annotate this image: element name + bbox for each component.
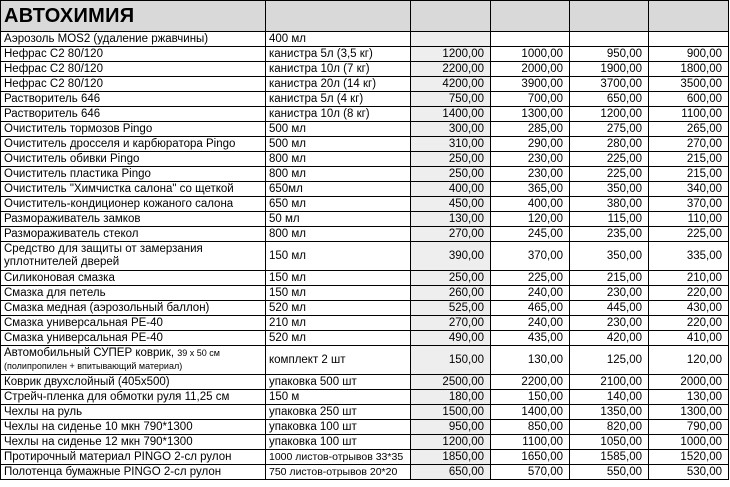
pack-cell[interactable]: упаковка 100 шт <box>266 420 411 435</box>
price-cell[interactable]: 1300,00 <box>649 405 729 420</box>
price-cell[interactable]: 370,00 <box>491 242 570 271</box>
product-name-cell[interactable] <box>1 316 266 331</box>
price-cell[interactable]: 215,00 <box>649 167 729 182</box>
price-cell[interactable]: 215,00 <box>649 152 729 167</box>
product-name: Аэрозоль MOS2 (удаление ржавчины) <box>4 32 209 45</box>
product-name-cell[interactable] <box>1 137 266 152</box>
pack-cell[interactable]: 800 мл <box>266 167 411 182</box>
price-cell[interactable]: 290,00 <box>491 137 570 152</box>
table-row <box>1 242 729 271</box>
price-cell[interactable]: 150,00 <box>411 346 491 375</box>
product-name-cell[interactable] <box>1 301 266 316</box>
price-cell[interactable]: 2000,00 <box>491 62 570 77</box>
pack-cell[interactable]: канистра 5л (4 кг) <box>266 92 411 107</box>
price-cell[interactable]: 150,00 <box>491 390 570 405</box>
price-cell[interactable]: 225,00 <box>570 152 649 167</box>
pack-cell[interactable]: 500 мл <box>266 122 411 137</box>
table-row <box>1 390 729 405</box>
price-cell[interactable]: 300,00 <box>411 122 491 137</box>
price-cell[interactable]: 1800,00 <box>649 62 729 77</box>
price-cell[interactable]: 365,00 <box>491 182 570 197</box>
price-cell[interactable]: 490,00 <box>411 331 491 346</box>
header-cell[interactable] <box>649 1 729 32</box>
price-cell[interactable]: 230,00 <box>491 167 570 182</box>
header-cell[interactable] <box>570 1 649 32</box>
table-row <box>1 435 729 450</box>
product-name: Нефрас С2 80/120 <box>4 62 103 75</box>
price-cell[interactable]: 400,00 <box>491 197 570 212</box>
product-name: Размораживатель замков <box>4 212 141 225</box>
price-cell[interactable]: 1050,00 <box>570 435 649 450</box>
product-name-cell[interactable] <box>1 420 266 435</box>
price-cell[interactable]: 125,00 <box>570 346 649 375</box>
price-cell[interactable]: 220,00 <box>649 286 729 301</box>
product-name: Стрейч-пленка для обмотки руля 11,25 см <box>4 390 230 403</box>
product-name: Смазка универсальная PE-40 <box>4 316 163 329</box>
product-name: Коврик двухслойный (405х500) <box>4 375 170 388</box>
price-cell[interactable]: 230,00 <box>491 152 570 167</box>
price-cell[interactable]: 1400,00 <box>411 107 491 122</box>
price-cell[interactable]: 310,00 <box>411 137 491 152</box>
product-name-cell[interactable] <box>1 375 266 390</box>
table-row <box>1 77 729 92</box>
price-cell[interactable] <box>570 32 649 47</box>
product-name-cell[interactable] <box>1 390 266 405</box>
price-cell[interactable] <box>491 32 570 47</box>
price-cell[interactable]: 450,00 <box>411 197 491 212</box>
product-name: Полотенца бумажные PINGO 2-сл рулон <box>4 465 222 478</box>
price-cell[interactable]: 600,00 <box>649 92 729 107</box>
product-name: Растворитель 646 <box>4 107 101 120</box>
price-cell[interactable]: 370,00 <box>649 197 729 212</box>
product-name: Автомобильный СУПЕР коврик, <box>4 347 175 359</box>
pack-cell[interactable]: 750 листов-отрывов 20*20 <box>266 465 411 480</box>
table-row <box>1 107 729 122</box>
price-cell[interactable]: 700,00 <box>491 92 570 107</box>
price-cell[interactable]: 570,00 <box>491 465 570 480</box>
price-cell[interactable]: 435,00 <box>491 331 570 346</box>
product-name-cell[interactable] <box>1 182 266 197</box>
price-cell[interactable]: 1650,00 <box>491 450 570 465</box>
product-name: Чехлы на сиденье 10 мкн 790*1300 <box>4 420 193 433</box>
price-cell[interactable]: 1200,00 <box>411 47 491 62</box>
pack-cell[interactable]: 800 мл <box>266 227 411 242</box>
price-cell[interactable]: 140,00 <box>570 390 649 405</box>
product-name-cell[interactable] <box>1 122 266 137</box>
product-name: Очиститель пластика Pingo <box>4 167 151 180</box>
price-cell[interactable]: 420,00 <box>570 331 649 346</box>
price-cell[interactable]: 3900,00 <box>491 77 570 92</box>
table-row <box>1 227 729 242</box>
price-cell[interactable]: 120,00 <box>491 212 570 227</box>
table-row <box>1 301 729 316</box>
product-name-cell[interactable] <box>1 405 266 420</box>
price-cell[interactable]: 1100,00 <box>491 435 570 450</box>
price-cell[interactable]: 465,00 <box>491 301 570 316</box>
product-name: Смазка для петель <box>4 286 106 299</box>
price-cell[interactable]: 270,00 <box>649 137 729 152</box>
product-name: Смазка универсальная PE-40 <box>4 331 163 344</box>
product-name-cell[interactable] <box>1 286 266 301</box>
table-row <box>1 450 729 465</box>
price-cell[interactable]: 1100,00 <box>649 107 729 122</box>
price-cell[interactable]: 950,00 <box>411 420 491 435</box>
price-cell[interactable]: 1000,00 <box>491 47 570 62</box>
price-cell[interactable]: 350,00 <box>570 182 649 197</box>
header-cell[interactable] <box>411 1 491 32</box>
table-row <box>1 375 729 390</box>
product-name: Очиститель-кондиционер кожаного салона <box>4 197 234 210</box>
price-cell[interactable]: 130,00 <box>649 390 729 405</box>
product-name-line2: (полипропилен + впитывающий материал) <box>4 361 183 371</box>
price-cell[interactable]: 220,00 <box>649 316 729 331</box>
price-cell[interactable]: 340,00 <box>649 182 729 197</box>
table-row <box>1 405 729 420</box>
price-cell[interactable]: 130,00 <box>491 346 570 375</box>
product-name: Силиконовая смазка <box>4 271 115 284</box>
product-name-cell[interactable] <box>1 435 266 450</box>
table-row <box>1 47 729 62</box>
price-cell[interactable]: 180,00 <box>411 390 491 405</box>
price-cell[interactable]: 430,00 <box>649 301 729 316</box>
pack-cell[interactable]: канистра 10л (8 кг) <box>266 107 411 122</box>
product-name: Очиститель тормозов Pingo <box>4 122 153 135</box>
price-cell[interactable]: 950,00 <box>570 47 649 62</box>
price-cell[interactable]: 235,00 <box>570 227 649 242</box>
pack-cell[interactable]: 650 мл <box>266 197 411 212</box>
product-name: Смазка медная (аэрозольный баллон) <box>4 301 210 314</box>
pack-cell[interactable]: 150 мл <box>266 286 411 301</box>
product-name-cell[interactable] <box>1 92 266 107</box>
product-name: Нефрас С2 80/120 <box>4 77 103 90</box>
pack-cell[interactable]: 520 мл <box>266 331 411 346</box>
price-cell[interactable]: 240,00 <box>491 316 570 331</box>
table-row <box>1 271 729 286</box>
product-name: Чехлы на сиденье 12 мкн 790*1300 <box>4 435 193 448</box>
price-cell[interactable]: 225,00 <box>570 167 649 182</box>
price-cell[interactable]: 2500,00 <box>411 375 491 390</box>
price-cell[interactable]: 130,00 <box>411 212 491 227</box>
price-cell[interactable]: 250,00 <box>411 271 491 286</box>
price-cell[interactable]: 1350,00 <box>570 405 649 420</box>
price-cell[interactable]: 650,00 <box>411 465 491 480</box>
product-name-cell[interactable] <box>1 47 266 62</box>
product-name-cell[interactable] <box>1 77 266 92</box>
pack-cell[interactable]: 150 м <box>266 390 411 405</box>
price-cell[interactable]: 1520,00 <box>649 450 729 465</box>
price-cell[interactable]: 260,00 <box>411 286 491 301</box>
header-cell[interactable] <box>491 1 570 32</box>
price-cell[interactable]: 225,00 <box>649 227 729 242</box>
price-cell[interactable]: 120,00 <box>649 346 729 375</box>
price-cell[interactable]: 215,00 <box>570 271 649 286</box>
price-cell[interactable] <box>649 32 729 47</box>
pack-cell[interactable]: упаковка 100 шт <box>266 435 411 450</box>
pack-cell[interactable]: 210 мл <box>266 316 411 331</box>
price-cell[interactable]: 1850,00 <box>411 450 491 465</box>
product-name-cell[interactable] <box>1 152 266 167</box>
table-row <box>1 122 729 137</box>
pack-cell[interactable]: 520 мл <box>266 301 411 316</box>
price-cell[interactable]: 110,00 <box>649 212 729 227</box>
price-cell[interactable]: 1500,00 <box>411 405 491 420</box>
price-cell[interactable]: 2100,00 <box>570 375 649 390</box>
product-name: Средство для защиты от замерзания <box>4 243 203 255</box>
price-cell[interactable]: 270,00 <box>411 316 491 331</box>
price-cell[interactable]: 1200,00 <box>411 435 491 450</box>
price-cell[interactable]: 335,00 <box>649 242 729 271</box>
price-cell[interactable]: 1900,00 <box>570 62 649 77</box>
price-cell[interactable]: 275,00 <box>570 122 649 137</box>
product-name-cell[interactable] <box>1 346 266 375</box>
price-cell[interactable]: 530,00 <box>649 465 729 480</box>
price-cell[interactable]: 270,00 <box>411 227 491 242</box>
price-cell[interactable]: 240,00 <box>491 286 570 301</box>
price-cell[interactable]: 2200,00 <box>411 62 491 77</box>
product-name-line2: уплотнителей дверей <box>4 256 120 268</box>
pack-cell[interactable]: 650мл <box>266 182 411 197</box>
pack-cell[interactable]: канистра 20л (14 кг) <box>266 77 411 92</box>
table-row <box>1 92 729 107</box>
pack-cell[interactable]: упаковка 250 шт <box>266 405 411 420</box>
table-row <box>1 212 729 227</box>
price-cell[interactable]: 225,00 <box>491 271 570 286</box>
price-cell[interactable]: 3500,00 <box>649 77 729 92</box>
table-row <box>1 286 729 301</box>
table-row <box>1 420 729 435</box>
price-cell[interactable]: 525,00 <box>411 301 491 316</box>
table-row <box>1 465 729 480</box>
product-name: Растворитель 646 <box>4 92 101 105</box>
price-cell[interactable]: 790,00 <box>649 420 729 435</box>
price-cell[interactable]: 820,00 <box>570 420 649 435</box>
header-cell[interactable] <box>266 1 411 32</box>
price-cell[interactable]: 350,00 <box>570 242 649 271</box>
price-cell[interactable]: 410,00 <box>649 331 729 346</box>
table-row <box>1 152 729 167</box>
table-row <box>1 182 729 197</box>
product-name: Чехлы на руль <box>4 405 83 418</box>
table-row <box>1 331 729 346</box>
pack-cell[interactable]: канистра 5л (3,5 кг) <box>266 47 411 62</box>
price-cell[interactable]: 230,00 <box>570 286 649 301</box>
pack-cell[interactable]: упаковка 500 шт <box>266 375 411 390</box>
price-cell[interactable]: 390,00 <box>411 242 491 271</box>
table-row <box>1 62 729 77</box>
pack-cell[interactable]: канистра 10л (7 кг) <box>266 62 411 77</box>
table-row <box>1 346 729 375</box>
product-name: Очиститель дросселя и карбюратора Pingo <box>4 137 236 150</box>
header-row <box>1 1 729 32</box>
product-name-cell[interactable] <box>1 331 266 346</box>
price-cell[interactable]: 750,00 <box>411 92 491 107</box>
price-cell[interactable]: 230,00 <box>570 316 649 331</box>
price-cell[interactable]: 1000,00 <box>649 435 729 450</box>
price-cell[interactable]: 265,00 <box>649 122 729 137</box>
price-cell[interactable]: 4200,00 <box>411 77 491 92</box>
pack-cell[interactable]: 150 мл <box>266 271 411 286</box>
pack-cell[interactable]: 50 мл <box>266 212 411 227</box>
price-cell[interactable]: 900,00 <box>649 47 729 62</box>
product-name-cell[interactable] <box>1 212 266 227</box>
price-cell[interactable]: 2000,00 <box>649 375 729 390</box>
table-row <box>1 316 729 331</box>
product-name-cell[interactable] <box>1 465 266 480</box>
price-cell[interactable] <box>411 32 491 47</box>
product-name: Очиститель "Химчистка салона" со щеткой <box>4 182 234 195</box>
product-name-cell[interactable] <box>1 107 266 122</box>
pack-cell[interactable]: 800 мл <box>266 152 411 167</box>
product-name: Протирочный материал PINGO 2-сл рулон <box>4 450 232 463</box>
pack-cell[interactable]: 1000 листов-отрывов 33*35 <box>266 450 411 465</box>
price-cell[interactable]: 400,00 <box>411 182 491 197</box>
table-row <box>1 137 729 152</box>
price-cell[interactable]: 850,00 <box>491 420 570 435</box>
pack-cell[interactable]: 150 мл <box>266 242 411 271</box>
pack-cell[interactable]: 500 мл <box>266 137 411 152</box>
price-cell[interactable]: 250,00 <box>411 167 491 182</box>
product-name: Нефрас С2 80/120 <box>4 47 103 60</box>
product-name-cell[interactable] <box>1 450 266 465</box>
price-cell[interactable]: 210,00 <box>649 271 729 286</box>
price-cell[interactable]: 250,00 <box>411 152 491 167</box>
price-cell[interactable]: 380,00 <box>570 197 649 212</box>
price-cell[interactable]: 285,00 <box>491 122 570 137</box>
price-cell[interactable]: 115,00 <box>570 212 649 227</box>
product-size: 39 x 50 см <box>177 348 220 358</box>
pack-cell[interactable]: комплект 2 шт <box>266 346 411 375</box>
price-cell[interactable]: 280,00 <box>570 137 649 152</box>
product-name-cell[interactable] <box>1 197 266 212</box>
price-cell[interactable]: 3700,00 <box>570 77 649 92</box>
table-row <box>1 197 729 212</box>
price-cell[interactable]: 650,00 <box>570 92 649 107</box>
price-cell[interactable]: 1200,00 <box>570 107 649 122</box>
price-cell[interactable]: 445,00 <box>570 301 649 316</box>
price-cell[interactable]: 1585,00 <box>570 450 649 465</box>
product-name: Размораживатель стекол <box>4 227 139 240</box>
product-name-cell[interactable] <box>1 271 266 286</box>
sheet-title: АВТОХИМИЯ <box>1 1 266 32</box>
product-name-cell[interactable] <box>1 167 266 182</box>
price-cell[interactable]: 2200,00 <box>491 375 570 390</box>
product-name-cell[interactable] <box>1 32 266 47</box>
product-name: Очиститель обивки Pingo <box>4 152 140 165</box>
pack-cell[interactable]: 400 мл <box>266 32 411 47</box>
price-cell[interactable]: 1400,00 <box>491 405 570 420</box>
product-name-cell[interactable] <box>1 242 266 271</box>
table-row <box>1 32 729 47</box>
product-name-cell[interactable] <box>1 227 266 242</box>
price-cell[interactable]: 1300,00 <box>491 107 570 122</box>
table-row <box>1 167 729 182</box>
price-cell[interactable]: 550,00 <box>570 465 649 480</box>
price-cell[interactable]: 245,00 <box>491 227 570 242</box>
product-name-cell[interactable] <box>1 62 266 77</box>
